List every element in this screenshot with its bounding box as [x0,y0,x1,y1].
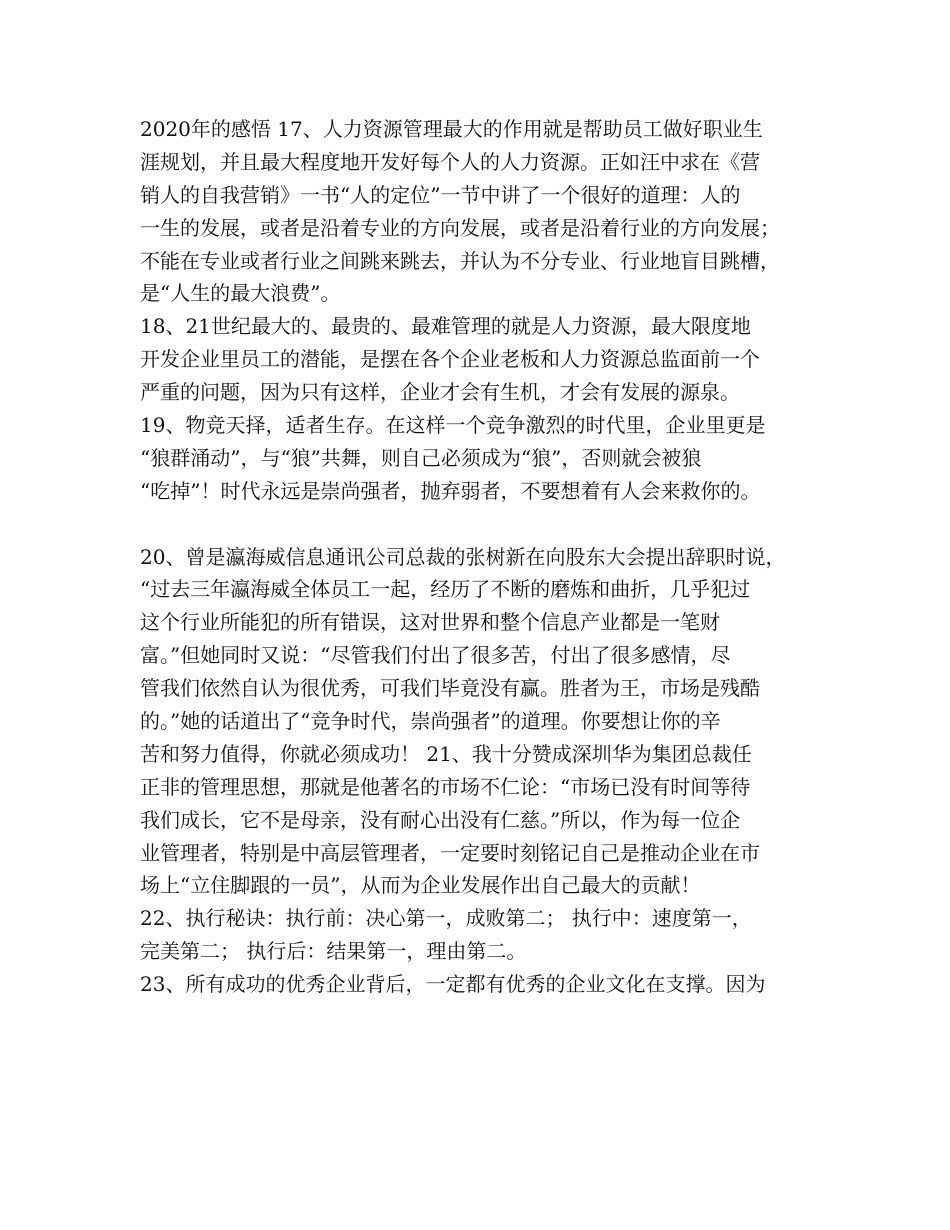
text-line: 这个行业所能犯的所有错误，这对世界和整个信息产业都是一笔财 [140,610,720,635]
document-body [140,113,830,1001]
text-line: 完美第二； 执行后：结果第一，理由第二。 [140,939,527,964]
text-line: 涯规划，并且最大程度地开发好每个人的人力资源。正如汪中求在《营 [140,149,760,174]
text-line: 开发企业里员工的潜能，是摆在各个企业老板和人力资源总监面前一个 [140,347,760,372]
text-line: 我们成长，它不是母亲，没有耐心出没有仁慈。”所以，作为每一位企 [140,807,741,832]
text-line: 不能在专业或者行业之间跳来跳去，并认为不分专业、行业地盲目跳槽， [140,248,780,273]
text-line: 场上“立住脚跟的一员”，从而为企业发展作出自己最大的贡献！ [140,873,701,898]
text-line: 19、物竞天择，适者生存。在这样一个竞争激烈的时代里，企业里更是 [140,413,766,438]
text-line: 苦和努力值得，你就必须成功！ 21、我十分赞成深圳华为集团总裁任 [140,741,752,766]
text-line: 2020年的感悟 17、人力资源管理最大的作用就是帮助员工做好职业生 [140,117,763,141]
blank-line [140,508,830,541]
text-line: 业管理者，特别是中高层管理者，一定要时刻铭记自己是推动企业在市 [140,840,760,865]
text-line: “吃掉”！时代永远是崇尚强者，抛弃弱者，不要想着有人会来救你的。 [140,478,761,503]
text-line: “狼群涌动”，与“狼”共舞，则自己必须成为“狼”，否则就会被狼 [140,445,702,470]
text-line: “过去三年瀛海威全体员工一起，经历了不断的磨炼和曲折，几乎犯过 [140,577,751,602]
text-line: 是“人生的最大浪费”。 [140,281,341,306]
text-line: 18、21世纪最大的、最贵的、最难管理的就是人力资源，最大限度地 [140,314,751,339]
text-line: 管我们依然自认为很优秀，可我们毕竟没有赢。胜者为王，市场是残酷 [140,676,760,701]
text-line: 20、曾是瀛海威信息通讯公司总裁的张树新在向股东大会提出辞职时说， [140,544,786,569]
text-line: 一生的发展，或者是沿着专业的方向发展，或者是沿着行业的方向发展； [140,215,780,240]
text-line: 23、所有成功的优秀企业背后，一定都有优秀的企业文化在支撑。因为 [140,972,766,997]
text-line: 22、执行秘诀：执行前：决心第一，成败第二； 执行中：速度第一， [140,906,752,931]
text-line: 销人的自我营销》一书“人的定位”一节中讲了一个很好的道理：人的 [140,182,741,207]
text-line: 富。”但她同时又说：“尽管我们付出了很多苦，付出了很多感情，尽 [140,643,731,668]
text-line: 正非的管理思想，那就是他著名的市场不仁论：“市场已没有时间等待 [140,774,751,799]
text-line: 严重的问题，因为只有这样，企业才会有生机，才会有发展的源泉。 [140,380,740,405]
text-line: 的。”她的话道出了“竞争时代，崇尚强者”的道理。你要想让你的辛 [140,709,721,734]
